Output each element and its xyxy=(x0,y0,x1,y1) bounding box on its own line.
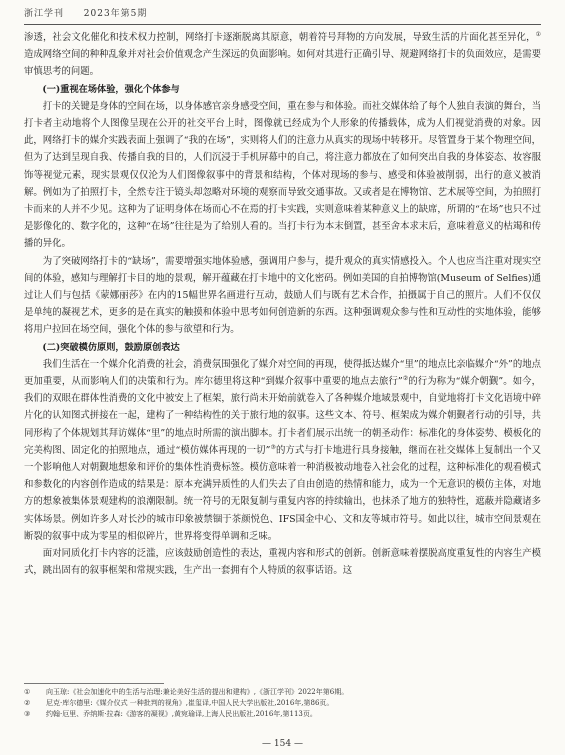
footnote-text: 向玉琼:《社会加速化中的生活与治理:兼论美好生活的提出和建构》,《浙江学刊》2022年第6期。 xyxy=(46,688,349,696)
header-rule xyxy=(24,24,541,25)
article-body xyxy=(24,29,541,580)
footnote xyxy=(24,687,541,698)
footnote-ref[interactable]: ③ xyxy=(270,443,276,451)
section-heading-1: (一)重视在场体验，强化个体参与 xyxy=(42,83,180,95)
journal-name: 浙江学刊 xyxy=(24,9,65,19)
text-run: 我们生活在一个媒介化消费的社会，消费氛围强化了媒介对空间的再现，使得抵达媒介“里”的地点比亲临媒介“外”的地点更加重要，从而影响人们的决策和行为。库尔德里将这种“到媒介叙事中重要的地点去旅行” xyxy=(24,358,541,388)
page-number: — 154 — xyxy=(262,739,303,749)
paragraph: 面对同质化打卡内容的泛滥，应该鼓励创造性的表达，重视内容和形式的创新。创新意味着摆脱高度重复性的内容生产模式，跳出固有的叙事框架和常规实践，生产出一套拥有个人特质的叙事话语。这 xyxy=(24,548,541,577)
footnote-mark: ② xyxy=(24,699,31,707)
text-run: 的方式与打卡地进行具身接触，继而在社交媒体上复制出一个又一个影响他人对朝觐地想象和评价的集体性消费标签。模仿意味着一种消极被动地卷入社会化的过程，这种标准化的观看模式和参数化的内容创作造成的结果是：原本充满异质性的人们失去了自由创造的热情和能力，成为一个无意识的模仿主体，对地方的想象被集体景观建构的浪潮限制。统一符号的无限复制与重复内容的持续输出，也抹杀了地方的独特性，遮蔽并隐藏诸多实体场景。例如许多人对长沙的城市印象被禁锢于茶颜悦色、IFS国金中心、文和友等城市符号。如此以往，城市空间景观在断裂的叙事中成为零星的相似碎片，世界将变得单调和乏味。 xyxy=(24,444,541,542)
footnote xyxy=(24,709,541,720)
footnote-mark: ① xyxy=(24,688,31,696)
paragraph: 打卡的关键是身体的空间在场，以身体感官亲身感受空间，重在参与和体验。而社交媒体给了每个人独自表演的舞台，当打卡者主动地将个人图像呈现在公开的社交平台上时，图像就已经成为个人形象的传播载体，成为人们视觉消费的对象。因此，网络打卡的媒介实践表面上强调了“我的在场”，实则将人们的注意力从真实的现场中转移开。尽管置身于某个物理空间，但为了达到呈现自我、传播自我的目的，人们沉浸于手机屏幕中的自己，将注意力都放在了如何突出自我的身体姿态、妆容服饰等视觉元素，现实景观仅仅沦为人们图像叙事中的背景和结构，个体对现场的参与、感受和体验被削弱，出行的意义被消解。例如为了拍照打卡，全然专注于镜头却忽略对环境的观察而导致交通事故。又或者是在博物馆、艺术展等空间，为拍照打卡而来的人并不少见。这种为了证明身体在场而心不在焉的打卡实践，实则意味着某种意义上的缺席，所谓的“在场”也只不过是影像化的、数字化的，这种“在场”往往是为了给别人看的。当打卡行为本末倒置，甚至舍本求末后，意味着意义的枯竭和传播的异化。 xyxy=(24,100,541,250)
footnote xyxy=(24,698,541,709)
issue-label: 2023年第5期 xyxy=(83,9,148,19)
text-run: 造成网络空间的种种乱象并对社会价值观念产生深远的负面影响。如何对其进行正确引导、规避网络打卡的负面效应，是需要审慎思考的问题。 xyxy=(24,49,541,78)
footnote-text: 约翰·厄里、乔纳斯·拉森:《游客的凝视》,黄宛瑜译,上海人民出版社,2016年,第113页。 xyxy=(46,710,317,718)
text-run: 的行为称为“媒介朝觐”。如今，我们的双眼在群体性消费的文化中被安上了框架，旅行尚未开始前就卷入了各种媒介地域景观中，自觉地将打卡文化语境中碎片化的认知图式拼接在一起，建构了一种结构性的关于旅行地的叙事。这些文本、符号、框架成为媒介朝觐者行动的引导，共同形构了个体规划其拜访媒体“里”的地点时所需的演出脚本。打卡者们展示出统一的朝圣动作：标准化的身体姿势、模板化的完美构图、固定化的拍照地点，通过“模仿媒体再现的一切” xyxy=(24,376,541,456)
footnote-text: 尼克·库尔德里:《媒介仪式 一种批判的视角》,崔玺译,中国人民大学出版社,2016年,第86页。 xyxy=(46,699,334,707)
footnotes xyxy=(24,687,541,720)
text-run: 渗透，社会文化催化和技术权力控制，网络打卡逐渐脱离其原意，朝着符号拜物的方向发展，导致生活的片面化甚至异化， xyxy=(24,32,536,43)
footnote-ref[interactable]: ① xyxy=(535,30,541,38)
section-heading-2: (二)突破模仿原则，鼓励原创表达 xyxy=(42,341,180,353)
footnote-rule xyxy=(24,683,164,684)
paragraph xyxy=(24,356,541,545)
footnote-ref[interactable]: ② xyxy=(402,374,409,382)
paragraph-intro xyxy=(24,29,541,81)
running-header xyxy=(24,6,541,19)
paragraph: 为了突破网络打卡的“缺场”，需要增强实地体验感，强调用户参与，提升观众的真实情感投入。个人也应当注重对现实空间的体验，感知与理解打卡目的地的景观，解开蕴藏在打卡地中的文化密码。例如美国的自拍博物馆(Museum of Selfies)通过让人们与包括《蒙娜丽莎》在内的15幅世界名画进行互动，鼓励人们与既有艺术合作，拍摄属于自己的照片。人们不仅仅是单纯的凝视艺术，更多的是在真实的触摸和体验中思考如何创造新的东西。这种强调观众参与性和互动性的实地体验，能够将用户拉回在场空间，强化个体的参与欲望和行为。 xyxy=(24,255,541,336)
footnote-mark: ③ xyxy=(24,710,31,718)
